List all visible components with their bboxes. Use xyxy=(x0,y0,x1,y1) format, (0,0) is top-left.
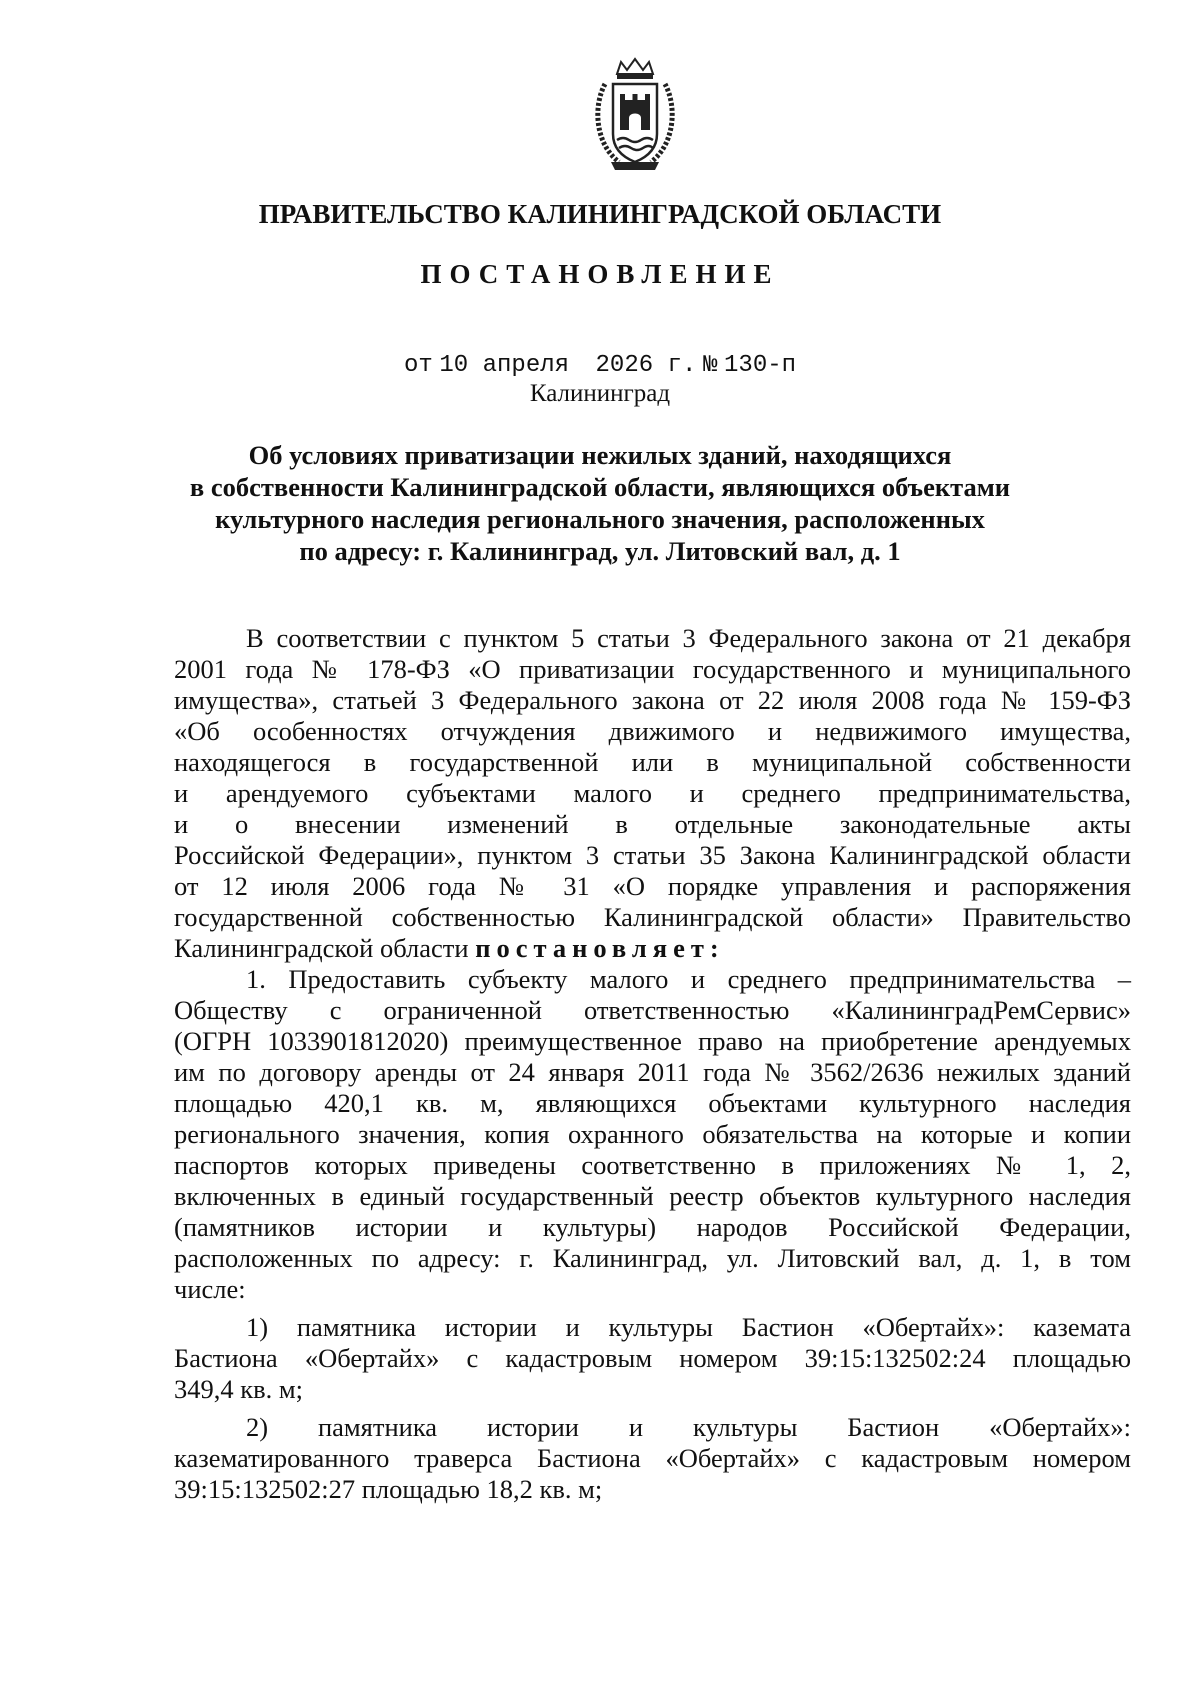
preamble-line: находящегося в государственной или в муниципальной собственности xyxy=(174,747,1131,777)
date-year: 2026 г. xyxy=(595,352,697,379)
title-line: культурного наследия регионального значения, расположенных xyxy=(215,504,985,534)
item1-line: 1. Предоставить субъекту малого и среднего предпринимательства – xyxy=(246,964,1131,994)
subitem1-line: Бастиона «Обертайх» с кадастровым номером 39:15:132502:24 площадью xyxy=(174,1343,1131,1373)
title-line: Об условиях приватизации нежилых зданий, находящихся xyxy=(248,440,952,470)
item1-line: паспортов которых приведены соответственно в приложениях № 1, 2, xyxy=(174,1150,1131,1180)
title-line: в собственности Калининградской области, являющихся объектами xyxy=(189,472,1011,502)
subitem2-line: 2) памятника истории и культуры Бастион «Обертайх»: xyxy=(246,1412,1131,1442)
date-day-month: 10 апреля xyxy=(439,352,570,379)
item1-line: площадью 420,1 кв. м, являющихся объектами культурного наследия xyxy=(174,1088,1131,1118)
item1-line: им по договору аренды от 24 января 2011 года № 3562/2636 нежилых зданий xyxy=(174,1057,1131,1087)
document-number: 130-п xyxy=(724,352,797,379)
preamble-line: и арендуемого субъектами малого и среднего предпринимательства, xyxy=(174,778,1131,808)
item1-line: включенных в единый государственный реестр объектов культурного наследия xyxy=(174,1181,1131,1211)
date-prefix: от xyxy=(403,352,433,379)
item1-line: регионального значения, копия охранного обязательства на которые и копии xyxy=(174,1119,1131,1149)
resolves-word: постановляет: xyxy=(475,933,725,963)
preamble-last-text: Калининградской области xyxy=(174,933,469,963)
item1-line: расположенных по адресу: г. Калининград, ул. Литовский вал, д. 1, в том xyxy=(174,1243,1131,1273)
preamble-line: «Об особенностях отчуждения движимого и недвижимого имущества, xyxy=(174,716,1131,746)
document-city: Калининград xyxy=(529,380,671,407)
subitem1-last-line: 349,4 кв. м; xyxy=(174,1374,304,1404)
preamble-line: государственной собственностью Калининградской области» Правительство xyxy=(174,902,1131,932)
number-sign: № xyxy=(702,352,718,379)
preamble-line: и о внесении изменений в отдельные законодательные акты xyxy=(174,809,1131,839)
document-type: ПОСТАНОВЛЕНИЕ xyxy=(420,259,780,289)
coat-of-arms-emblem xyxy=(589,56,681,174)
preamble-line: имущества», статьей 3 Федерального закона от 22 июля 2008 года № 159-ФЗ xyxy=(174,685,1131,715)
authority-name: ПРАВИТЕЛЬСТВО КАЛИНИНГРАДСКОЙ ОБЛАСТИ xyxy=(258,199,942,229)
preamble-line: 2001 года № 178-ФЗ «О приватизации государственного и муниципального xyxy=(174,654,1131,684)
title-line: по адресу: г. Калининград, ул. Литовский вал, д. 1 xyxy=(299,536,901,566)
preamble-last-line xyxy=(174,931,725,965)
preamble-line: от 12 июля 2006 года № 31 «О порядке управления и распоряжения xyxy=(174,871,1131,901)
item1-line: (памятников истории и культуры) народов Российской Федерации, xyxy=(174,1212,1131,1242)
subitem2-last-line: 39:15:132502:27 площадью 18,2 кв. м; xyxy=(174,1474,603,1504)
item1-last-line: числе: xyxy=(174,1274,246,1304)
preamble-line: Российской Федерации», пунктом 3 статьи 35 Закона Калининградской области xyxy=(174,840,1131,870)
preamble-line: В соответствии с пунктом 5 статьи 3 Федерального закона от 21 декабря xyxy=(246,623,1131,653)
item1-line: (ОГРН 1033901812020) преимущественное право на приобретение арендуемых xyxy=(174,1026,1131,1056)
subitem1-line: 1) памятника истории и культуры Бастион «Обертайх»: каземата xyxy=(246,1312,1131,1342)
subitem2-line: казематированного траверса Бастиона «Обертайх» с кадастровым номером xyxy=(174,1443,1131,1473)
item1-line: Обществу с ограниченной ответственностью «КалининградРемСервис» xyxy=(174,995,1131,1025)
